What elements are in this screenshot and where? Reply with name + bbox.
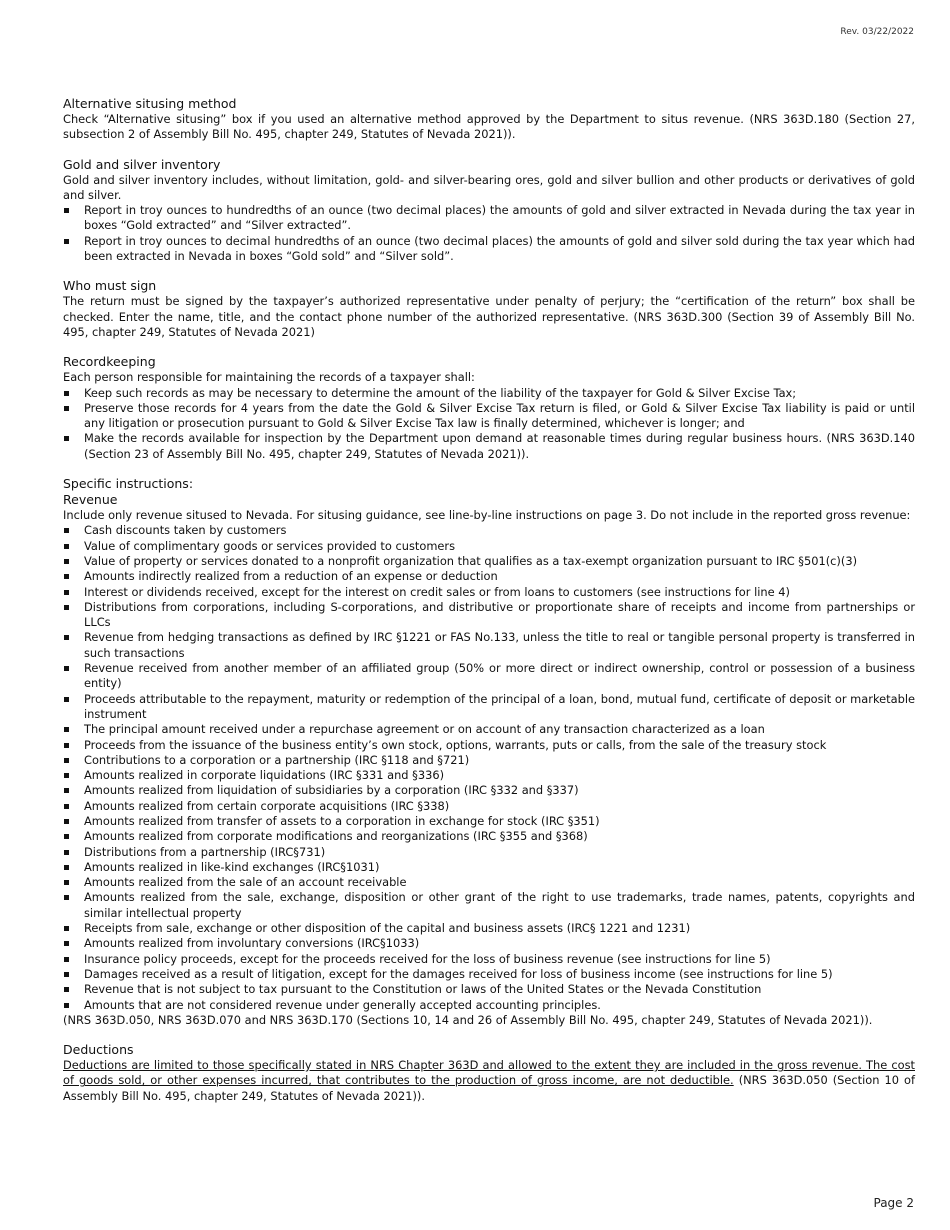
list-item: Interest or dividends received, except for the interest on credit sales or from loans to customers (see instructions for line 4) bbox=[63, 585, 915, 600]
deductions-citation: (NRS 363D.050 (Section 10 of Assembly Bill No. 495, chapter 249, Statutes of Nevada 2021)). bbox=[63, 1073, 915, 1103]
list-item: Amounts realized from transfer of assets to a corporation in exchange for stock (IRC §351) bbox=[63, 814, 915, 829]
list-item: Amounts realized from liquidation of subsidiaries by a corporation (IRC §332 and §337) bbox=[63, 783, 915, 798]
revenue-text: Include only revenue sitused to Nevada. For situsing guidance, see line-by-line instructions on page 3. Do not include in the reported gross revenue: bbox=[63, 508, 911, 523]
list-item: Proceeds attributable to the repayment, maturity or redemption of the principal of a loan, bond, mutual fund, certificate of deposit or marketable instrument bbox=[63, 692, 915, 723]
list-item: Amounts realized from involuntary conversions (IRC§1033) bbox=[63, 936, 915, 951]
specific-instructions-heading: Specific instructions: bbox=[63, 476, 194, 492]
list-item: Amounts realized in like-kind exchanges (IRC§1031) bbox=[63, 860, 915, 875]
list-item: Make the records available for inspection by the Department upon demand at reasonable times during regular business hours. (NRS 363D.140 (Section 23 of Assembly Bill No. 495, chapter 249, Statutes of Nevada 2021)). bbox=[63, 431, 915, 462]
revenue-citation: (NRS 363D.050, NRS 363D.070 and NRS 363D.170 (Sections 10, 14 and 26 of Assembly Bill No. 495, chapter 249, Statutes of Nevada 2021)). bbox=[63, 1012, 873, 1027]
who-must-sign-heading: Who must sign bbox=[63, 278, 157, 294]
list-item: Revenue that is not subject to tax pursuant to the Constitution or laws of the United States or the Nevada Constitution bbox=[63, 982, 915, 997]
list-item: Insurance policy proceeds, except for the proceeds received for the loss of business revenue (see instructions for line 5) bbox=[63, 952, 915, 967]
list-item: Proceeds from the issuance of the business entity’s own stock, options, warrants, puts or calls, from the sale of the treasury stock bbox=[63, 738, 915, 753]
deductions-underlined-text: Deductions are limited to those specifically stated in NRS Chapter 363D and allowed to the extent they are included in the gross revenue. The cost of goods sold, or other expenses incurred, that contributes to the production of gross income, are not deductible. bbox=[63, 1058, 915, 1088]
gold-silver-heading: Gold and silver inventory bbox=[63, 156, 221, 172]
instructions-body bbox=[63, 96, 915, 1118]
list-item: Report in troy ounces to hundredths of an ounce (two decimal places) the amounts of gold and silver extracted in Nevada during the tax year in boxes “Gold extracted” and “Silver extracted”. bbox=[63, 203, 915, 234]
list-item: Revenue received from another member of an affiliated group (50% or more direct or indirect ownership, control or possession of a business entity) bbox=[63, 661, 915, 692]
list-item: Receipts from sale, exchange or other disposition of the capital and business assets (IRC§ 1221 and 1231) bbox=[63, 921, 915, 936]
list-item: Amounts realized from corporate modifications and reorganizations (IRC §355 and §368) bbox=[63, 829, 915, 844]
revenue-heading: Revenue bbox=[63, 492, 118, 508]
section-deductions bbox=[63, 1042, 915, 1104]
list-item: Amounts that are not considered revenue under generally accepted accounting principles. bbox=[63, 998, 915, 1013]
alternative-situsing-heading: Alternative situsing method bbox=[63, 96, 237, 111]
section-alternative-situsing bbox=[63, 96, 915, 143]
list-item: Report in troy ounces to decimal hundredths of an ounce (two decimal places) the amounts of gold and silver sold during the tax year which had been extracted in Nevada in boxes “Gold sold” and “Silver sold”. bbox=[63, 234, 915, 265]
revision-date: Rev. 03/22/2022 bbox=[840, 27, 914, 37]
list-item: Preserve those records for 4 years from the date the Gold & Silver Excise Tax return is filed, or Gold & Silver Excise Tax liability is paid or until any litigation or prosecution pursuant to Gold & Silver Excise Tax law is finally determined, whichever is longer; and bbox=[63, 401, 915, 432]
gold-silver-text: Gold and silver inventory includes, without limitation, gold- and silver-bearing ores, gold and silver bullion and other products or derivatives of gold and silver. bbox=[63, 172, 915, 202]
recordkeeping-list bbox=[63, 386, 915, 462]
alternative-situsing-text: Check “Alternative situsing” box if you used an alternative method approved by the Department to situs revenue. (NRS 363D.180 (Section 27, subsection 2 of Assembly Bill No. 495, chapter 249, Statutes of Nevada 2021)). bbox=[63, 112, 915, 142]
list-item: Distributions from a partnership (IRC§731) bbox=[63, 845, 915, 860]
list-item: Value of property or services donated to a nonprofit organization that qualifies as a tax-exempt organization pursuant to IRC §501(c)(3) bbox=[63, 554, 915, 569]
list-item: Amounts realized in corporate liquidations (IRC §331 and §336) bbox=[63, 768, 915, 783]
list-item: Revenue from hedging transactions as defined by IRC §1221 or FAS No.133, unless the title to real or tangible personal property is transferred in such transactions bbox=[63, 630, 915, 661]
page-number: Page 2 bbox=[873, 1196, 914, 1210]
who-must-sign-text: The return must be signed by the taxpayer’s authorized representative under penalty of perjury; the “certification of the return” box shall be checked. Enter the name, title, and the contact phone number of the authorized representative. (NRS 363D.300 (Section 39 of Assembly Bill No. 495, chapter 249, Statutes of Nevada 2021) bbox=[63, 294, 915, 339]
list-item: Distributions from corporations, including S-corporations, and distributive or proportionate share of receipts and income from partnerships or LLCs bbox=[63, 600, 915, 631]
list-item: Keep such records as may be necessary to determine the amount of the liability of the taxpayer for Gold & Silver Excise Tax; bbox=[63, 386, 915, 401]
list-item: Damages received as a result of litigation, except for the damages received for loss of business income (see instructions for line 5) bbox=[63, 967, 915, 982]
list-item: Amounts realized from certain corporate acquisitions (IRC §338) bbox=[63, 799, 915, 814]
gold-silver-list bbox=[63, 203, 915, 264]
recordkeeping-text: Each person responsible for maintaining the records of a taxpayer shall: bbox=[63, 370, 475, 385]
section-gold-silver-inventory bbox=[63, 157, 915, 265]
list-item: Value of complimentary goods or services provided to customers bbox=[63, 539, 915, 554]
deductions-heading: Deductions bbox=[63, 1042, 134, 1058]
list-item: Amounts realized from the sale, exchange, disposition or other grant of the right to use trademarks, trade names, patents, copyrights and similar intellectual property bbox=[63, 890, 915, 921]
section-specific-instructions bbox=[63, 476, 915, 1028]
list-item: Amounts indirectly realized from a reduction of an expense or deduction bbox=[63, 569, 915, 584]
list-item: Amounts realized from the sale of an account receivable bbox=[63, 875, 915, 890]
list-item: Cash discounts taken by customers bbox=[63, 523, 915, 538]
revenue-exclusions-list bbox=[63, 523, 915, 1013]
recordkeeping-heading: Recordkeeping bbox=[63, 354, 156, 370]
section-recordkeeping bbox=[63, 354, 915, 462]
section-who-must-sign bbox=[63, 278, 915, 340]
list-item: Contributions to a corporation or a partnership (IRC §118 and §721) bbox=[63, 753, 915, 768]
deductions-text bbox=[63, 1058, 915, 1104]
list-item: The principal amount received under a repurchase agreement or on account of any transaction characterized as a loan bbox=[63, 722, 915, 737]
